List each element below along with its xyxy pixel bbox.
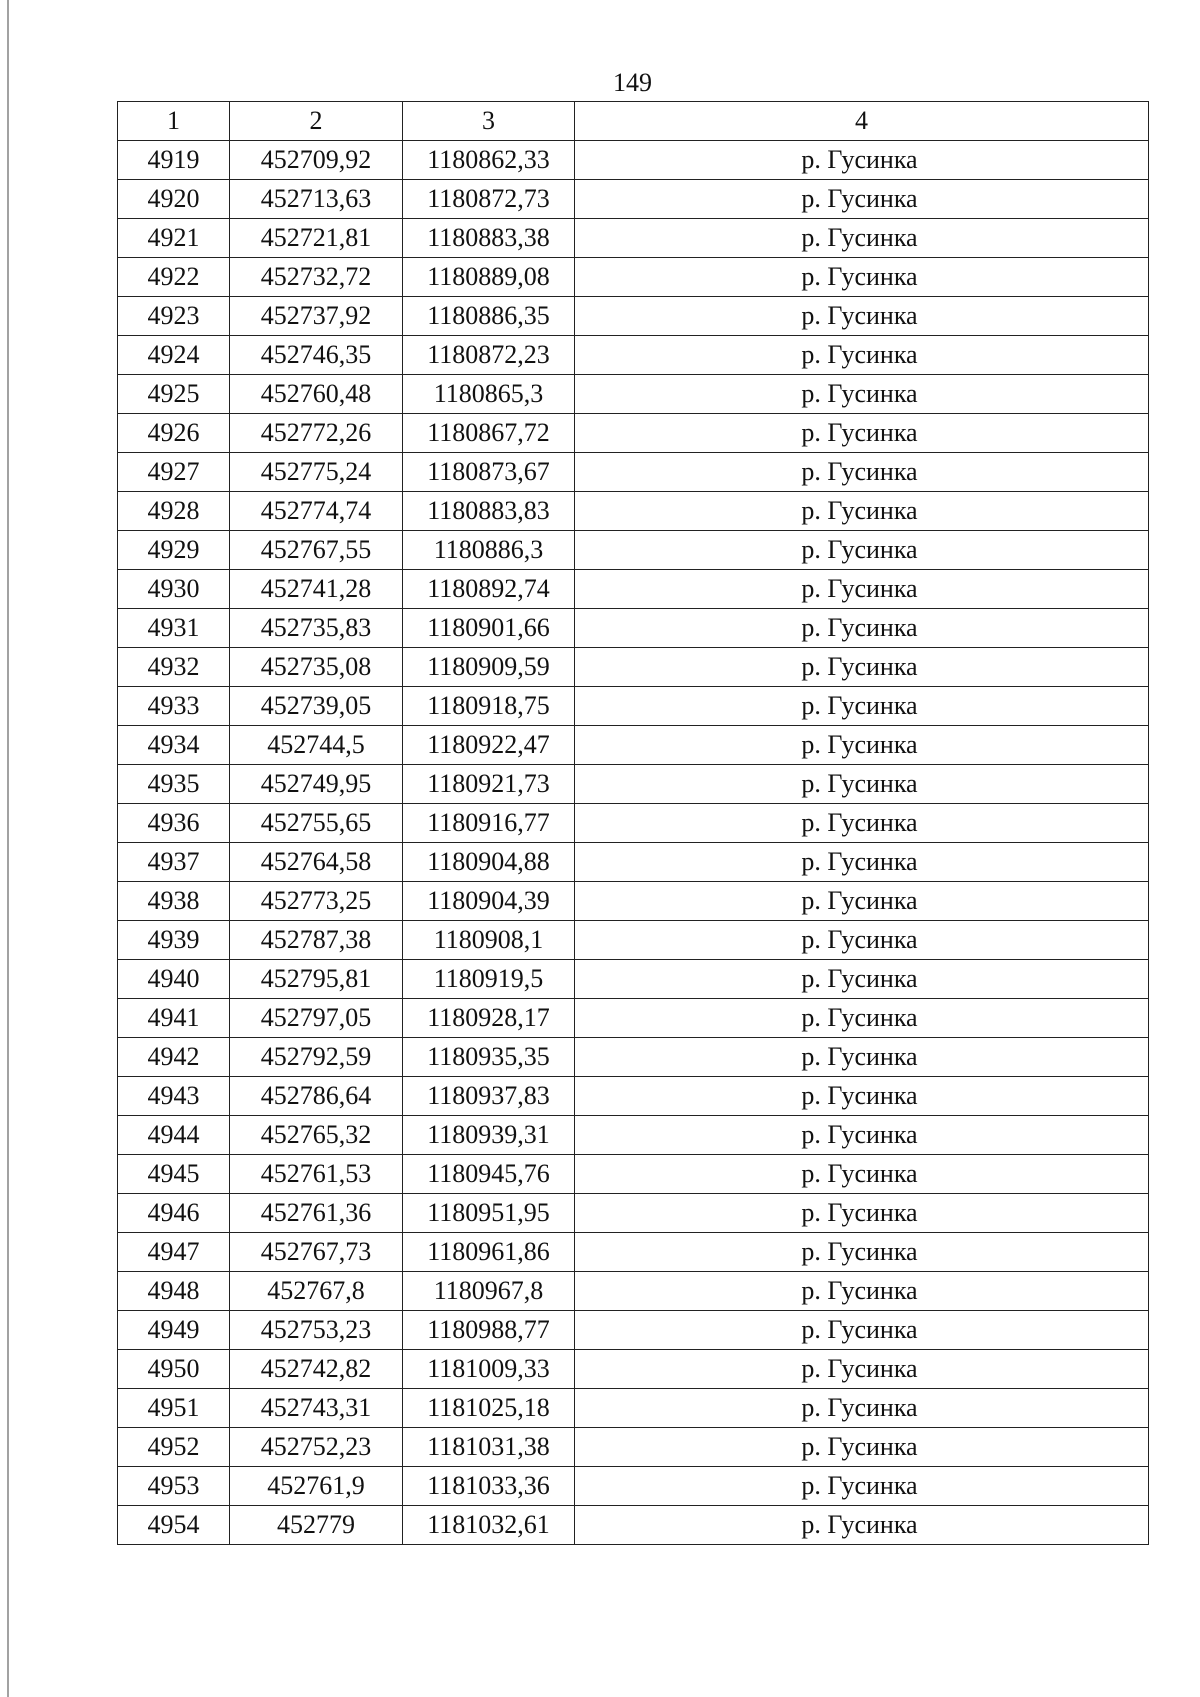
table-row: [118, 297, 1149, 336]
table-row: [118, 765, 1149, 804]
table-row: [118, 609, 1149, 648]
x-coordinate-cell: 452732,72: [230, 258, 403, 297]
point-number-cell: 4933: [118, 687, 230, 726]
object-name-cell: р. Гусинка: [575, 1467, 1149, 1506]
point-number-cell: 4950: [118, 1350, 230, 1389]
object-name-cell: р. Гусинка: [575, 570, 1149, 609]
x-coordinate-cell: 452739,05: [230, 687, 403, 726]
point-number-cell: 4936: [118, 804, 230, 843]
x-coordinate-cell: 452786,64: [230, 1077, 403, 1116]
coordinates-table: [117, 101, 1149, 1545]
table-row: [118, 1233, 1149, 1272]
point-number-cell: 4934: [118, 726, 230, 765]
object-name-cell: р. Гусинка: [575, 141, 1149, 180]
y-coordinate-cell: 1180935,35: [403, 1038, 575, 1077]
object-name-cell: р. Гусинка: [575, 804, 1149, 843]
table-body: [118, 141, 1149, 1545]
table-row: [118, 1467, 1149, 1506]
y-coordinate-cell: 1180867,72: [403, 414, 575, 453]
point-number-cell: 4938: [118, 882, 230, 921]
y-coordinate-cell: 1180939,31: [403, 1116, 575, 1155]
object-name-cell: р. Гусинка: [575, 414, 1149, 453]
y-coordinate-cell: 1180916,77: [403, 804, 575, 843]
table-row: [118, 1428, 1149, 1467]
table-row: [118, 492, 1149, 531]
table-row: [118, 141, 1149, 180]
table-row: [118, 726, 1149, 765]
y-coordinate-cell: 1180904,88: [403, 843, 575, 882]
table-row: [118, 375, 1149, 414]
point-number-cell: 4949: [118, 1311, 230, 1350]
y-coordinate-cell: 1180951,95: [403, 1194, 575, 1233]
x-coordinate-cell: 452797,05: [230, 999, 403, 1038]
point-number-cell: 4943: [118, 1077, 230, 1116]
y-coordinate-cell: 1180988,77: [403, 1311, 575, 1350]
x-coordinate-cell: 452767,8: [230, 1272, 403, 1311]
y-coordinate-cell: 1180873,67: [403, 453, 575, 492]
x-coordinate-cell: 452761,36: [230, 1194, 403, 1233]
y-coordinate-cell: 1180909,59: [403, 648, 575, 687]
object-name-cell: р. Гусинка: [575, 1116, 1149, 1155]
y-coordinate-cell: 1181009,33: [403, 1350, 575, 1389]
point-number-cell: 4923: [118, 297, 230, 336]
point-number-cell: 4948: [118, 1272, 230, 1311]
y-coordinate-cell: 1180928,17: [403, 999, 575, 1038]
table-row: [118, 1116, 1149, 1155]
y-coordinate-cell: 1180922,47: [403, 726, 575, 765]
object-name-cell: р. Гусинка: [575, 453, 1149, 492]
table-row: [118, 804, 1149, 843]
y-coordinate-cell: 1180883,38: [403, 219, 575, 258]
object-name-cell: р. Гусинка: [575, 1272, 1149, 1311]
point-number-cell: 4954: [118, 1506, 230, 1545]
point-number-cell: 4952: [118, 1428, 230, 1467]
table-row: [118, 1194, 1149, 1233]
y-coordinate-cell: 1180892,74: [403, 570, 575, 609]
table-row: [118, 570, 1149, 609]
point-number-cell: 4926: [118, 414, 230, 453]
point-number-cell: 4945: [118, 1155, 230, 1194]
x-coordinate-cell: 452773,25: [230, 882, 403, 921]
table-row: [118, 414, 1149, 453]
x-coordinate-cell: 452775,24: [230, 453, 403, 492]
point-number-cell: 4930: [118, 570, 230, 609]
x-coordinate-cell: 452713,63: [230, 180, 403, 219]
point-number-cell: 4927: [118, 453, 230, 492]
table-row: [118, 882, 1149, 921]
table-row: [118, 1038, 1149, 1077]
y-coordinate-cell: 1180908,1: [403, 921, 575, 960]
x-coordinate-cell: 452742,82: [230, 1350, 403, 1389]
x-coordinate-cell: 452767,73: [230, 1233, 403, 1272]
table-row: [118, 1389, 1149, 1428]
x-coordinate-cell: 452735,83: [230, 609, 403, 648]
x-coordinate-cell: 452749,95: [230, 765, 403, 804]
y-coordinate-cell: 1181032,61: [403, 1506, 575, 1545]
x-coordinate-cell: 452741,28: [230, 570, 403, 609]
object-name-cell: р. Гусинка: [575, 180, 1149, 219]
y-coordinate-cell: 1180872,23: [403, 336, 575, 375]
table-row: [118, 1077, 1149, 1116]
object-name-cell: р. Гусинка: [575, 648, 1149, 687]
object-name-cell: р. Гусинка: [575, 1428, 1149, 1467]
y-coordinate-cell: 1180889,08: [403, 258, 575, 297]
table-row: [118, 258, 1149, 297]
y-coordinate-cell: 1180865,3: [403, 375, 575, 414]
y-coordinate-cell: 1181033,36: [403, 1467, 575, 1506]
point-number-cell: 4941: [118, 999, 230, 1038]
table-row: [118, 1350, 1149, 1389]
object-name-cell: р. Гусинка: [575, 1311, 1149, 1350]
table-row: [118, 1506, 1149, 1545]
table-row: [118, 219, 1149, 258]
table-row: [118, 960, 1149, 999]
table-row: [118, 687, 1149, 726]
point-number-cell: 4935: [118, 765, 230, 804]
x-coordinate-cell: 452744,5: [230, 726, 403, 765]
x-coordinate-cell: 452765,32: [230, 1116, 403, 1155]
y-coordinate-cell: 1180901,66: [403, 609, 575, 648]
point-number-cell: 4937: [118, 843, 230, 882]
table-header: [118, 102, 1149, 141]
object-name-cell: р. Гусинка: [575, 726, 1149, 765]
point-number-cell: 4939: [118, 921, 230, 960]
point-number-cell: 4924: [118, 336, 230, 375]
y-coordinate-cell: 1180904,39: [403, 882, 575, 921]
header-cell-2: 2: [230, 102, 403, 141]
object-name-cell: р. Гусинка: [575, 375, 1149, 414]
header-cell-1: 1: [118, 102, 230, 141]
point-number-cell: 4946: [118, 1194, 230, 1233]
object-name-cell: р. Гусинка: [575, 1155, 1149, 1194]
object-name-cell: р. Гусинка: [575, 1506, 1149, 1545]
x-coordinate-cell: 452787,38: [230, 921, 403, 960]
x-coordinate-cell: 452743,31: [230, 1389, 403, 1428]
y-coordinate-cell: 1180921,73: [403, 765, 575, 804]
x-coordinate-cell: 452760,48: [230, 375, 403, 414]
x-coordinate-cell: 452746,35: [230, 336, 403, 375]
object-name-cell: р. Гусинка: [575, 1350, 1149, 1389]
object-name-cell: р. Гусинка: [575, 1077, 1149, 1116]
point-number-cell: 4953: [118, 1467, 230, 1506]
point-number-cell: 4931: [118, 609, 230, 648]
object-name-cell: р. Гусинка: [575, 1038, 1149, 1077]
header-cell-3: 3: [403, 102, 575, 141]
x-coordinate-cell: 452779: [230, 1506, 403, 1545]
point-number-cell: 4942: [118, 1038, 230, 1077]
point-number-cell: 4951: [118, 1389, 230, 1428]
y-coordinate-cell: 1181031,38: [403, 1428, 575, 1467]
scan-edge-line: [7, 0, 9, 1697]
table-row: [118, 648, 1149, 687]
object-name-cell: р. Гусинка: [575, 882, 1149, 921]
x-coordinate-cell: 452795,81: [230, 960, 403, 999]
x-coordinate-cell: 452772,26: [230, 414, 403, 453]
x-coordinate-cell: 452755,65: [230, 804, 403, 843]
point-number-cell: 4928: [118, 492, 230, 531]
x-coordinate-cell: 452761,53: [230, 1155, 403, 1194]
object-name-cell: р. Гусинка: [575, 492, 1149, 531]
object-name-cell: р. Гусинка: [575, 297, 1149, 336]
point-number-cell: 4940: [118, 960, 230, 999]
object-name-cell: р. Гусинка: [575, 687, 1149, 726]
point-number-cell: 4920: [118, 180, 230, 219]
x-coordinate-cell: 452721,81: [230, 219, 403, 258]
table-row: [118, 180, 1149, 219]
x-coordinate-cell: 452767,55: [230, 531, 403, 570]
y-coordinate-cell: 1180862,33: [403, 141, 575, 180]
table-row: [118, 1155, 1149, 1194]
object-name-cell: р. Гусинка: [575, 921, 1149, 960]
object-name-cell: р. Гусинка: [575, 531, 1149, 570]
object-name-cell: р. Гусинка: [575, 1194, 1149, 1233]
table-row: [118, 843, 1149, 882]
point-number-cell: 4944: [118, 1116, 230, 1155]
object-name-cell: р. Гусинка: [575, 960, 1149, 999]
y-coordinate-cell: 1180937,83: [403, 1077, 575, 1116]
point-number-cell: 4947: [118, 1233, 230, 1272]
table-row: [118, 531, 1149, 570]
x-coordinate-cell: 452761,9: [230, 1467, 403, 1506]
y-coordinate-cell: 1180961,86: [403, 1233, 575, 1272]
y-coordinate-cell: 1180886,35: [403, 297, 575, 336]
y-coordinate-cell: 1181025,18: [403, 1389, 575, 1428]
header-cell-4: 4: [575, 102, 1149, 141]
x-coordinate-cell: 452737,92: [230, 297, 403, 336]
x-coordinate-cell: 452735,08: [230, 648, 403, 687]
table-row: [118, 336, 1149, 375]
object-name-cell: р. Гусинка: [575, 336, 1149, 375]
y-coordinate-cell: 1180967,8: [403, 1272, 575, 1311]
point-number-cell: 4922: [118, 258, 230, 297]
x-coordinate-cell: 452753,23: [230, 1311, 403, 1350]
y-coordinate-cell: 1180886,3: [403, 531, 575, 570]
y-coordinate-cell: 1180919,5: [403, 960, 575, 999]
object-name-cell: р. Гусинка: [575, 219, 1149, 258]
page-number: 149: [613, 68, 652, 97]
object-name-cell: р. Гусинка: [575, 258, 1149, 297]
y-coordinate-cell: 1180945,76: [403, 1155, 575, 1194]
object-name-cell: р. Гусинка: [575, 843, 1149, 882]
object-name-cell: р. Гусинка: [575, 1389, 1149, 1428]
point-number-cell: 4919: [118, 141, 230, 180]
x-coordinate-cell: 452752,23: [230, 1428, 403, 1467]
object-name-cell: р. Гусинка: [575, 1233, 1149, 1272]
object-name-cell: р. Гусинка: [575, 765, 1149, 804]
object-name-cell: р. Гусинка: [575, 999, 1149, 1038]
table-row: [118, 1311, 1149, 1350]
y-coordinate-cell: 1180883,83: [403, 492, 575, 531]
x-coordinate-cell: 452764,58: [230, 843, 403, 882]
object-name-cell: р. Гусинка: [575, 609, 1149, 648]
table-row: [118, 453, 1149, 492]
y-coordinate-cell: 1180918,75: [403, 687, 575, 726]
y-coordinate-cell: 1180872,73: [403, 180, 575, 219]
table-row: [118, 1272, 1149, 1311]
point-number-cell: 4932: [118, 648, 230, 687]
table-row: [118, 999, 1149, 1038]
header-row: [118, 102, 1149, 141]
x-coordinate-cell: 452774,74: [230, 492, 403, 531]
point-number-cell: 4921: [118, 219, 230, 258]
table-row: [118, 921, 1149, 960]
x-coordinate-cell: 452792,59: [230, 1038, 403, 1077]
x-coordinate-cell: 452709,92: [230, 141, 403, 180]
point-number-cell: 4929: [118, 531, 230, 570]
point-number-cell: 4925: [118, 375, 230, 414]
